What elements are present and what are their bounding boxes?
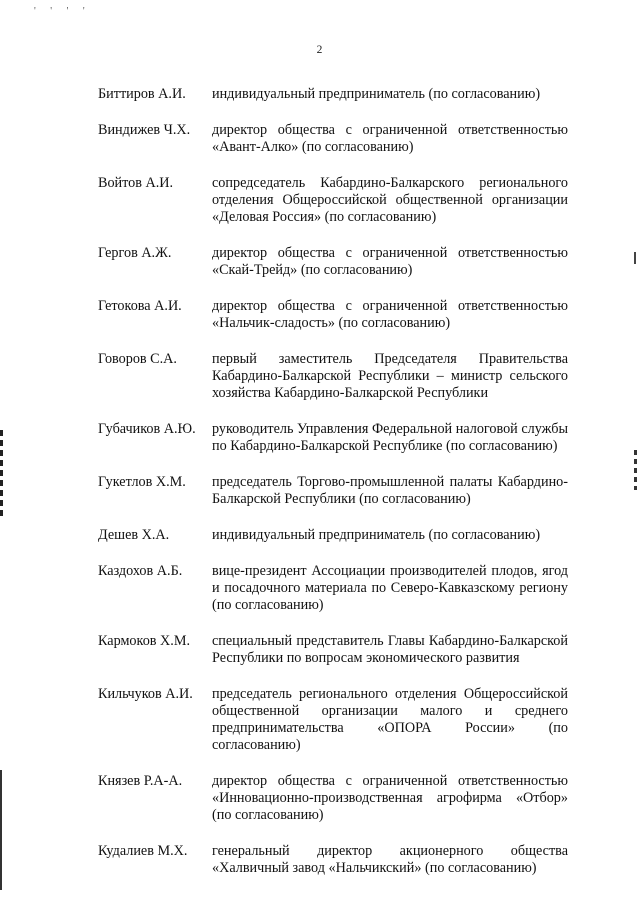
member-role: председатель Торгово-промышленной палаты Кабардино-Балкарской Республики (по согласованию) [212,474,568,507]
member-name: Дешев Х.А. [98,527,170,543]
member-role: директор общества с ограниченной ответственностью «Скай-Трейд» (по согласованию) [212,245,568,278]
member-role: директор общества с ограниченной ответственностью «Нальчик-сладость» (по согласованию) [212,298,568,331]
list-item [98,122,568,156]
member-role: вице-президент Ассоциации производителей плодов, ягод и посадочного материала по Северо-Кавказскому региону (по согласованию) [212,563,568,613]
list-item [98,86,568,103]
list-item [98,245,568,279]
list-item [98,686,568,754]
member-role: директор общества с ограниченной ответственностью «Инновационно-производственная агрофирма «Отбор» (по согласованию) [212,773,568,823]
member-name: Виндижев Ч.Х. [98,122,191,138]
member-role: председатель регионального отделения Общероссийской общественной организации малого и среднего предпринимательства «ОПОРА России» (по согласованию) [212,686,568,753]
list-item [98,175,568,226]
scan-corner-mark: ' ' ' ' [34,6,91,17]
member-name: Войтов А.И. [98,175,174,191]
member-name: Кудалиев М.Х. [98,843,188,859]
member-name: Гетокова А.И. [98,298,182,314]
member-role: директор общества с ограниченной ответственностью «Авант-Алко» (по согласованию) [212,122,568,155]
member-name: Гукетлов Х.М. [98,474,186,490]
members-list [98,86,568,896]
list-item [98,351,568,402]
member-role: индивидуальный предприниматель (по согласованию) [212,527,541,543]
member-role: руководитель Управления Федеральной налоговой службы по Кабардино-Балкарской Республике (по согласованию) [212,421,568,454]
list-item [98,527,568,544]
member-name: Говоров С.А. [98,351,177,367]
list-item [98,633,568,667]
member-role: специальный представитель Главы Кабардино-Балкарской Республики по вопросам экономического развития [212,633,568,666]
list-item [98,563,568,614]
member-role: индивидуальный предприниматель (по согласованию) [212,86,541,102]
member-name: Кильчуков А.И. [98,686,193,702]
member-name: Каздохов А.Б. [98,563,183,579]
member-role: первый заместитель Председателя Правительства Кабардино-Балкарской Республики – министр сельского хозяйства Кабардино-Балкарской Республики [212,351,568,401]
member-name: Кармоков Х.М. [98,633,190,649]
scan-edge-mark [634,252,636,264]
member-role: сопредседатель Кабардино-Балкарского регионального отделения Общероссийской общественной организации «Деловая Россия» (по согласованию) [212,175,568,225]
list-item [98,773,568,824]
member-name: Гергов А.Ж. [98,245,172,261]
scan-edge-mark [634,450,637,490]
list-item [98,298,568,332]
member-name: Губачиков А.Ю. [98,421,196,437]
page-number: 2 [316,44,323,56]
scan-edge-mark [0,770,2,890]
member-name: Биттиров А.И. [98,86,186,102]
list-item [98,474,568,508]
list-item [98,843,568,877]
member-name: Князев Р.А-А. [98,773,183,789]
member-role: генеральный директор акционерного общества «Халвичный завод «Нальчикский» (по согласованию) [212,843,568,876]
scan-edge-mark [0,430,3,520]
list-item [98,421,568,455]
